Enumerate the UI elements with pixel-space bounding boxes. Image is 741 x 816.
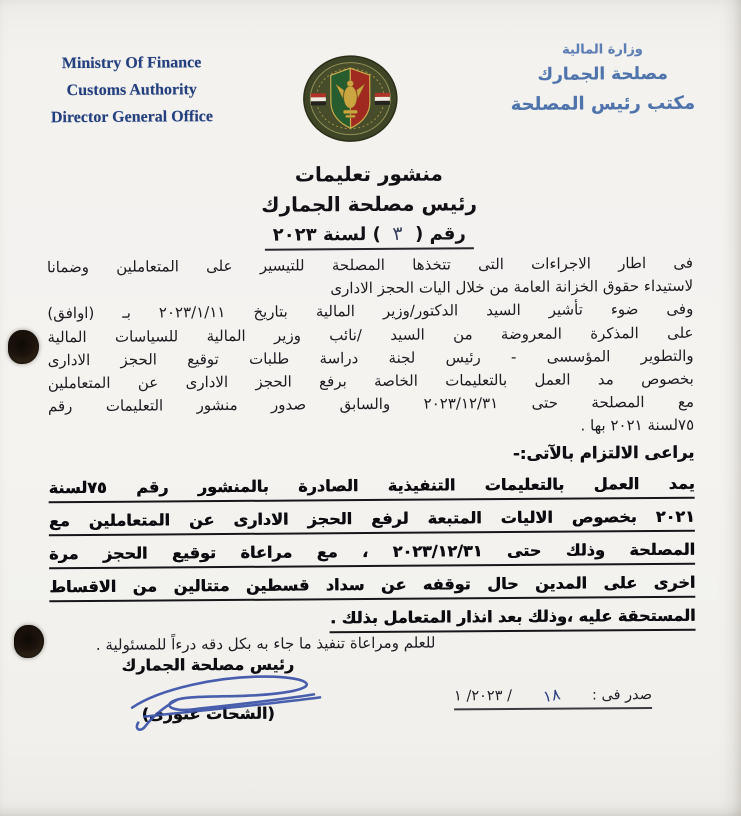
circular-number-prefix: رقم ( xyxy=(414,223,466,245)
intro-line: ٧٥لسنة ٢٠٢١ بها . xyxy=(580,416,695,435)
intro-line: على المذكرة المعروضة من السيد /نائب وزير المالية للسياسات المالية xyxy=(47,323,694,346)
closing-note: للعلم ومراعاة تنفيذ ما جاء به بكل دقه درءاً للمسئولية . xyxy=(95,633,436,654)
egypt-flag-left xyxy=(311,93,326,105)
arabic-letterhead-ministry: وزارة المالية xyxy=(562,42,643,58)
issue-date-line xyxy=(454,684,652,710)
directive-paragraph xyxy=(48,474,695,644)
customs-authority-seal-icon xyxy=(302,54,400,144)
signer-name: (الشحات غتورى) xyxy=(141,703,275,724)
directive-line: اخرى على المدين حال توقفه عن سداد قسطين متتالين من الاقساط xyxy=(49,573,695,603)
compliance-heading: يراعى الالتزام بالآتى:- xyxy=(512,442,695,464)
signature-block xyxy=(102,654,314,723)
intro-line: لاستيداء حقوق الخزانة العامة من خلال اليات الحجز الادارى xyxy=(330,276,694,298)
circular-title: منشور تعليمات xyxy=(294,161,443,187)
intro-line: بخصوص مد العمل بالتعليمات الخاصة برفع الحجز الادارى عن المتعاملين xyxy=(47,369,694,393)
directive-line: ٢٠٢١ بخصوص الاليات المتبعة لرفع الحجز الادارى عن المتعاملين مع xyxy=(49,507,695,537)
intro-line: وفى ضوء تأشير السيد الدكتور/وزير المالية بتاريخ ٢٠٢٣/١/١١ بـ (اوافق) xyxy=(47,300,694,323)
intro-line: فى اطار الاجراءات التى تتخذها المصلحة للتيسير على المتعاملين وضمانا xyxy=(46,253,694,277)
directive-line: المصلحة وذلك حتى ٢٠٢٣/١٢/٣١ ، مع مراعاة توقيع الحجز مرة xyxy=(49,540,695,570)
circular-number-line xyxy=(0,220,740,252)
circular-issuer: رئيس مصلحة الجمارك xyxy=(261,191,478,217)
issue-date-label: صدر فى : xyxy=(591,687,653,704)
english-letterhead-line: Ministry Of Finance xyxy=(61,54,202,73)
handwritten-circular-number: ٣ xyxy=(391,222,405,246)
english-letterhead-line: Customs Authority xyxy=(66,81,197,100)
intro-line: والتطوير المؤسسى - رئيس لجنة دراسة طلبات توقيع الحجز الادارى xyxy=(47,346,694,370)
english-letterhead-line: Director General Office xyxy=(50,108,214,127)
arabic-letterhead xyxy=(502,42,702,115)
egypt-flag-right xyxy=(375,93,390,105)
directive-line: يمد العمل بالتعليمات التنفيذية الصادرة بالمنشور رقم ٧٥لسنة xyxy=(48,474,694,504)
issue-date-rest: ٢٠٢٣/ ١ / xyxy=(453,688,513,705)
intro-paragraph xyxy=(47,252,694,442)
circular-title-block xyxy=(0,159,740,252)
intro-line: مع المصلحة حتى ٢٠٢٣/١٢/٣١ والسابق صدور منشور التعليمات رقم xyxy=(47,392,695,416)
arabic-letterhead-authority: مصلحة الجمارك xyxy=(537,63,668,85)
directive-line: المستحقة عليه ،وذلك بعد انذار المتعامل بذلك . xyxy=(49,606,695,636)
english-letterhead xyxy=(45,49,218,131)
signer-title: رئيس مصلحة الجمارك xyxy=(121,654,295,675)
arabic-letterhead-office: مكتب رئيس المصلحة xyxy=(510,92,696,116)
issue-date-day-handwritten: ١٨ xyxy=(541,684,563,707)
signature-ink xyxy=(114,666,334,734)
circular-number-suffix: ) لسنة ٢٠٢٣ xyxy=(272,223,381,246)
